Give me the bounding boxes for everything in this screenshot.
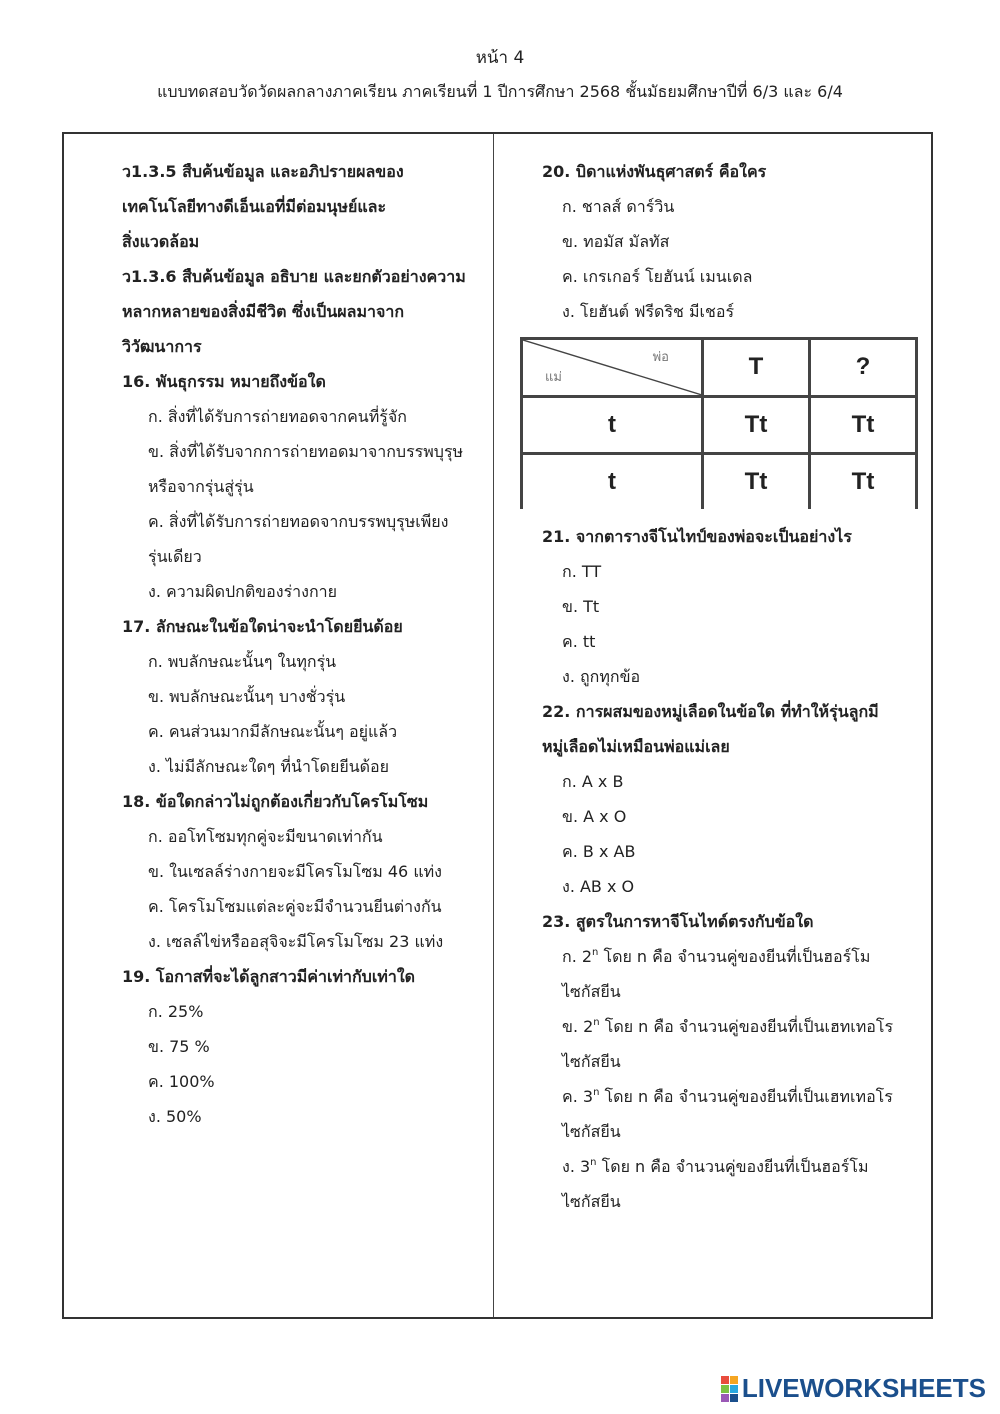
q23-a-exponent: n <box>592 947 599 958</box>
q16-option-b[interactable]: ข. สิ่งที่ได้รับจากการถ่ายทอดมาจากบรรพบุรุษ <box>148 442 464 461</box>
standard-2-line-3: วิวัฒนาการ <box>122 337 202 356</box>
standard-2-line-1: ว1.3.6 สืบค้นข้อมูล อธิบาย และยกตัวอย่างความ <box>122 267 466 286</box>
q23-d-base: ง. 3 <box>562 1157 591 1176</box>
question-18: 18. ข้อใดกล่าวไม่ถูกต้องเกี่ยวกับโครโมโซม <box>122 792 429 811</box>
q22-option-a[interactable]: ก. A x B <box>562 772 624 791</box>
q17-option-a[interactable]: ก. พบลักษณะนั้นๆ ในทุกรุ่น <box>148 652 337 671</box>
question-20: 20. บิดาแห่งพันธุศาสตร์ คือใคร <box>542 162 767 181</box>
q16-option-b-cont: หรือจากรุ่นสู่รุ่น <box>148 477 254 496</box>
q21-option-d[interactable]: ง. ถูกทุกข้อ <box>562 667 641 686</box>
exam-title: แบบทดสอบวัดวัดผลกลางภาคเรียน ภาคเรียนที่ 1 ปีการศึกษา 2568 ชั้นมัธยมศึกษาปีที่ 6/3 และ 6/4 <box>157 82 843 101</box>
q22-option-b[interactable]: ข. A x O <box>562 807 627 826</box>
father-allele-2: ? <box>810 339 917 397</box>
q23-option-a[interactable] <box>542 939 922 974</box>
left-column <box>122 154 487 1134</box>
q18-option-a[interactable]: ก. ออโทโซมทุกคู่จะมีขนาดเท่ากัน <box>148 827 383 846</box>
question-23: 23. สูตรในการหาจีโนไทด์ตรงกับข้อใด <box>542 912 814 931</box>
q21-option-b[interactable]: ข. Tt <box>562 597 600 616</box>
q18-option-d[interactable]: ง. เซลล์ไข่หรืออสุจิจะมีโครโมโซม 23 แท่ง <box>148 932 444 951</box>
mother-label: แม่ <box>545 369 562 385</box>
q23-c-base: ค. 3 <box>562 1087 594 1106</box>
offspring-cell: Tt <box>703 396 810 454</box>
q22-option-c[interactable]: ค. B x AB <box>562 842 636 861</box>
logo-text: LIVEWORKSHEETS <box>741 1373 986 1403</box>
standard-1-line-1: ว1.3.5 สืบค้นข้อมูล และอภิปรายผลของ <box>122 162 404 181</box>
mother-allele-1: t <box>522 396 703 454</box>
q23-d-text: โดย n คือ จำนวนคู่ของยีนที่เป็นฮอร์โม <box>596 1157 869 1176</box>
offspring-cell: Tt <box>810 454 917 509</box>
q16-option-c[interactable]: ค. สิ่งที่ได้รับการถ่ายทอดจากบรรพบุรุษเพียง <box>148 512 449 531</box>
q23-option-c-cont: ไซกัสยีน <box>562 1122 621 1141</box>
q20-option-b[interactable]: ข. ทอมัส มัลทัส <box>562 232 670 251</box>
page-number: หน้า 4 <box>475 48 525 68</box>
q18-option-c[interactable]: ค. โครโมโซมแต่ละคู่จะมีจำนวนยีนต่างกัน <box>148 897 442 916</box>
q23-a-base: ก. 2 <box>562 947 593 966</box>
q20-option-a[interactable]: ก. ชาลส์ ดาร์วิน <box>562 197 675 216</box>
question-17: 17. ลักษณะในข้อใดน่าจะนำโดยยีนด้อย <box>122 617 403 636</box>
q17-option-d[interactable]: ง. ไม่มีลักษณะใดๆ ที่นำโดยยีนด้อย <box>148 757 389 776</box>
q23-d-exponent: n <box>590 1157 597 1168</box>
q19-option-d[interactable]: ง. 50% <box>148 1107 202 1126</box>
liveworksheets-logo[interactable] <box>721 1373 986 1404</box>
mother-allele-2: t <box>522 454 703 509</box>
question-21: 21. จากตารางจีโนไทป์ของพ่อจะเป็นอย่างไร <box>542 527 852 546</box>
q23-b-exponent: n <box>593 1017 600 1028</box>
q17-option-c[interactable]: ค. คนส่วนมากมีลักษณะนั้นๆ อยู่แล้ว <box>148 722 398 741</box>
q18-option-b[interactable]: ข. ในเซลล์ร่างกายจะมีโครโมโซม 46 แท่ง <box>148 862 442 881</box>
q23-option-a-cont: ไซกัสยีน <box>562 982 621 1001</box>
father-label: พ่อ <box>652 350 669 365</box>
q17-option-b[interactable]: ข. พบลักษณะนั้นๆ บางชั่วรุ่น <box>148 687 346 706</box>
q23-option-b[interactable] <box>542 1009 922 1044</box>
punnett-square <box>520 337 918 509</box>
q21-option-a[interactable]: ก. TT <box>562 562 602 581</box>
q19-option-b[interactable]: ข. 75 % <box>148 1037 210 1056</box>
offspring-cell: Tt <box>703 454 810 509</box>
question-19: 19. โอกาสที่จะได้ลูกสาวมีค่าเท่ากับเท่าใด <box>122 967 416 986</box>
standard-2-line-2: หลากหลายของสิ่งมีชีวิต ซึ่งเป็นผลมาจาก <box>122 302 405 321</box>
q16-option-d[interactable]: ง. ความผิดปกติของร่างกาย <box>148 582 337 601</box>
punnett-corner <box>522 339 703 397</box>
offspring-cell: Tt <box>810 396 917 454</box>
logo-icon <box>721 1376 738 1402</box>
q23-option-d-cont: ไซกัสยีน <box>562 1192 621 1211</box>
q23-option-c[interactable] <box>542 1079 922 1114</box>
question-22-cont: หมู่เลือดไม่เหมือนพ่อแม่เลย <box>542 737 730 756</box>
standard-1-line-2: เทคโนโลยีทางดีเอ็นเอที่มีต่อมนุษย์และ <box>122 197 387 216</box>
right-column <box>542 154 922 1219</box>
q20-option-c[interactable]: ค. เกรเกอร์ โยฮันน์ เมนเดล <box>562 267 753 286</box>
father-allele-1: T <box>703 339 810 397</box>
question-16: 16. พันธุกรรม หมายถึงข้อใด <box>122 372 326 391</box>
standard-1-line-3: สิ่งแวดล้อม <box>122 232 200 251</box>
column-divider <box>493 134 494 1317</box>
q22-option-d[interactable]: ง. AB x O <box>562 877 635 896</box>
content-frame <box>62 132 933 1319</box>
q23-c-text: โดย n คือ จำนวนคู่ของยีนที่เป็นเฮทเทอโร <box>599 1087 893 1106</box>
q16-option-a[interactable]: ก. สิ่งที่ได้รับการถ่ายทอดจากคนที่รู้จัก <box>148 407 407 426</box>
q23-b-base: ข. 2 <box>562 1017 594 1036</box>
q16-option-c-cont: รุ่นเดียว <box>148 547 202 566</box>
q19-option-c[interactable]: ค. 100% <box>148 1072 215 1091</box>
q21-option-c[interactable]: ค. tt <box>562 632 596 651</box>
q23-c-exponent: n <box>593 1087 600 1098</box>
q23-option-b-cont: ไซกัสยีน <box>562 1052 621 1071</box>
question-22: 22. การผสมของหมู่เลือดในข้อใด ที่ทำให้รุ่นลูกมี <box>542 702 879 721</box>
q20-option-d[interactable]: ง. โยฮันต์ ฟรีดริช มีเชอร์ <box>562 302 735 321</box>
q23-b-text: โดย n คือ จำนวนคู่ของยีนที่เป็นเฮทเทอโร <box>599 1017 894 1036</box>
q19-option-a[interactable]: ก. 25% <box>148 1002 204 1021</box>
q23-a-text: โดย n คือ จำนวนคู่ของยีนที่เป็นฮอร์โม <box>598 947 871 966</box>
q23-option-d[interactable] <box>542 1149 922 1184</box>
